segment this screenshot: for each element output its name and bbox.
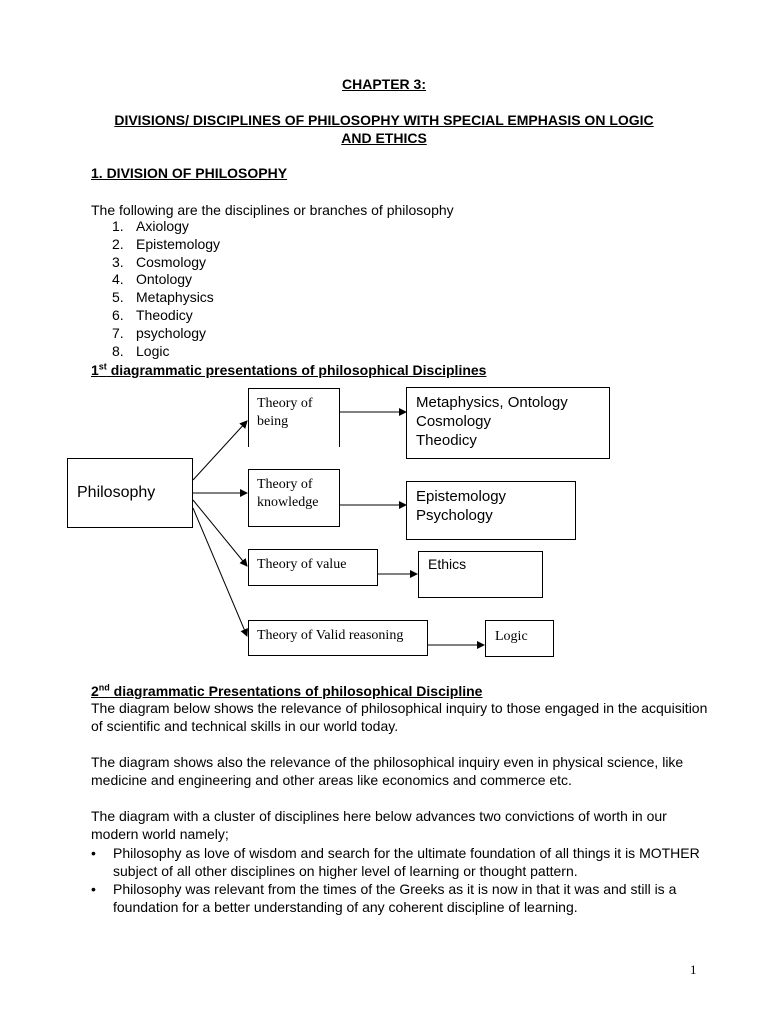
paragraph-3: The diagram with a cluster of disciplines here below advances two convictions of worth in our modern world namely; [91,808,667,842]
result-being-box: Metaphysics, Ontology Cosmology Theodicy [406,387,610,459]
result-logic-box: Logic [485,620,554,657]
paragraph-2: The diagram shows also the relevance of the philosophical inquiry even in physical science, like medicine and engineering and other areas like economics and commerce etc. [91,754,684,788]
list-item: 6. Theodicy [112,306,193,323]
title-line-1: DIVISIONS/ DISCIPLINES OF PHILOSOPHY WITH SPECIAL EMPHASIS ON LOGIC [114,112,654,128]
section-heading: 1. DIVISION OF PHILOSOPHY [91,165,288,181]
theory-knowledge-box: Theory of knowledge [248,469,340,527]
page-number: 1 [690,962,697,977]
arrow-philosophy-to-reasoning [193,508,247,636]
result-ethics-box: Ethics [418,551,543,598]
theory-value-box: Theory of value [248,549,378,586]
list-item: 3. Cosmology [112,253,207,270]
diagram1-heading: 1st diagrammatic presentations of philosophical Disciplines [91,361,487,378]
list-item: 4. Ontology [112,271,193,288]
bullet-icon: • [91,881,96,897]
chapter-heading: CHAPTER 3: [341,76,426,92]
list-item: 1. Axiology [112,218,189,234]
list-item: 2. Epistemology [112,235,221,252]
bullet-icon: • [91,845,96,861]
theory-reasoning-box: Theory of Valid reasoning [248,620,428,656]
arrow-philosophy-to-value [193,500,247,566]
diagram2-heading: 2nd diagrammatic Presentations of philosophical Discipline [91,682,483,699]
result-knowledge-box: Epistemology Psychology [406,481,576,540]
list-item: 8. Logic [112,342,170,359]
list-item: 5. Metaphysics [112,289,214,306]
title-line-2: AND ETHICS [341,130,427,146]
theory-being-box: Theory of being [248,388,340,447]
arrow-philosophy-to-being [193,421,247,480]
list-item: 7. psychology [112,324,207,341]
philosophy-box: Philosophy [67,458,193,528]
paragraph-1: The diagram below shows the relevance of philosophical inquiry to those engaged in the acquisition of scientific and technical skills in our world today. [91,700,708,734]
intro-text: The following are the disciplines or branches of philosophy [91,202,454,218]
